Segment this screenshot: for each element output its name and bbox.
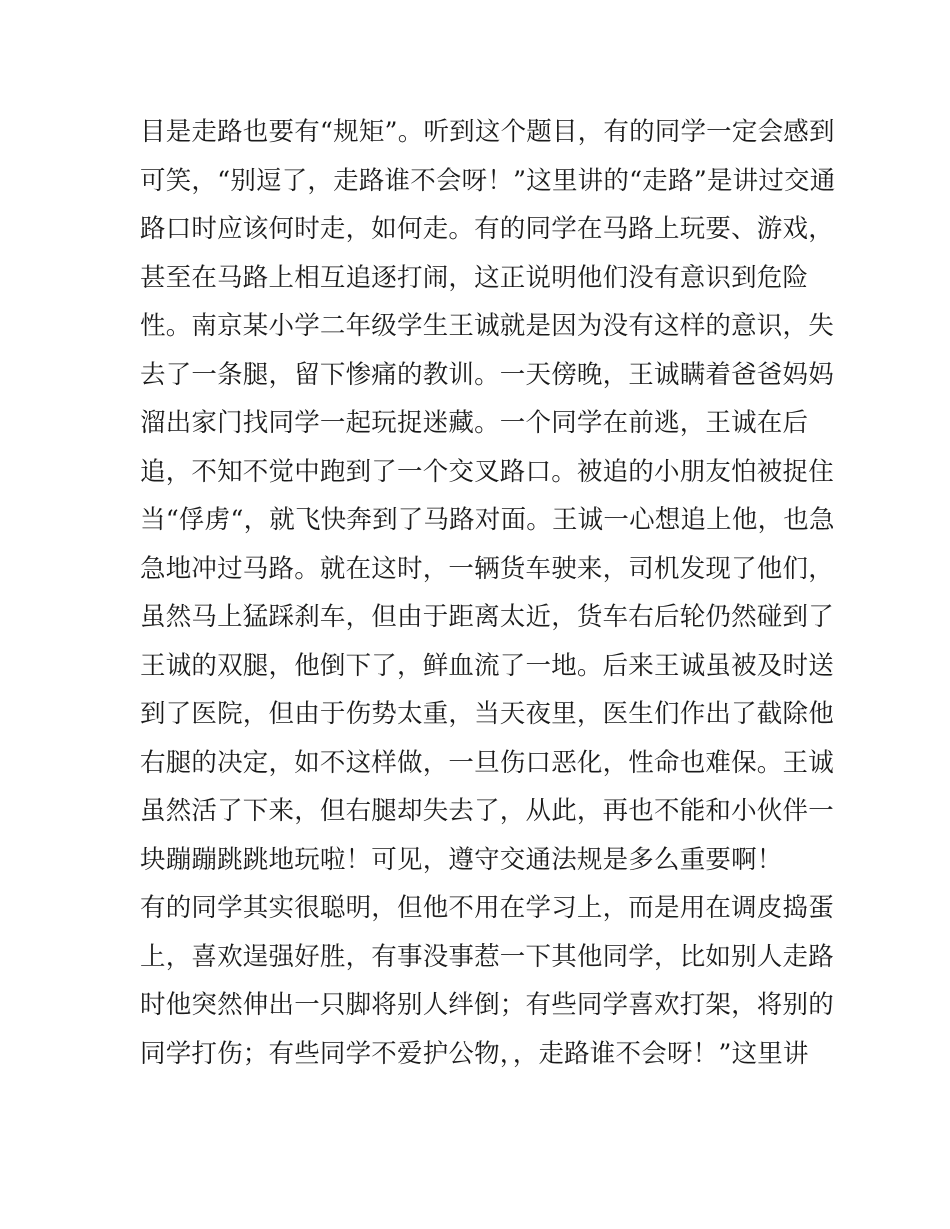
- text-line: 同学打伤；有些同学不爱护公物，，走路谁不会呀！”这里讲: [140, 1038, 809, 1069]
- text-line: 目是走路也要有“规矩”。听到这个题目，有的同学一定会感到: [140, 117, 835, 147]
- text-line: 虽然马上猛踩刹车，但由于距离太近，货车右后轮仍然碰到了: [140, 602, 834, 632]
- text-line: 时他突然伸出一只脚将别人绊倒；有些同学喜欢打架，将别的: [140, 990, 834, 1020]
- text-line: 溜出家门找同学一起玩捉迷藏。一个同学在前逃，王诚在后: [140, 408, 809, 438]
- text-line: 块蹦蹦跳跳地玩啦！可见，遵守交通法规是多么重要啊！: [140, 844, 783, 875]
- text-line: 右腿的决定，如不这样做，一旦伤口恶化，性命也难保。王诚: [140, 747, 834, 778]
- text-line: 虽然活了下来，但右腿却失去了，从此，再也不能和小伙伴一: [140, 796, 834, 826]
- text-line: 有的同学其实很聪明，但他不用在学习上，而是用在调皮捣蛋: [140, 893, 834, 923]
- text-line: 甚至在马路上相互追逐打闹，这正说明他们没有意识到危险: [140, 262, 809, 293]
- body-text: [140, 108, 836, 1078]
- text-line: 路口时应该何时走，如何走。有的同学在马路上玩要、游戏，: [140, 214, 834, 244]
- text-line: 去了一条腿，留下惨痛的教训。一天傍晚，王诚瞒着爸爸妈妈: [140, 359, 834, 390]
- text-line: 性。南京某小学二年级学生王诚就是因为没有这样的意识，失: [140, 311, 834, 341]
- text-line: 急地冲过马路。就在这时，一辆货车驶来，司机发现了他们，: [140, 553, 834, 584]
- text-line: 当“俘虏“，就飞快奔到了马路对面。王诚一心想追上他，也急: [140, 505, 835, 535]
- text-line: 可笑，“别逗了，走路谁不会呀！”这里讲的“走路”是讲过交通: [140, 165, 836, 196]
- text-line: 追，不知不觉中跑到了一个交叉路口。被追的小朋友怕被捉住: [140, 456, 834, 487]
- text-line: 上，喜欢逞强好胜，有事没事惹一下其他同学，比如别人走路: [140, 941, 834, 972]
- text-line: 到了医院，但由于伤势太重，当天夜里，医生们作出了截除他: [140, 699, 834, 729]
- text-line: 王诚的双腿，他倒下了，鲜血流了一地。后来王诚虽被及时送: [140, 650, 834, 681]
